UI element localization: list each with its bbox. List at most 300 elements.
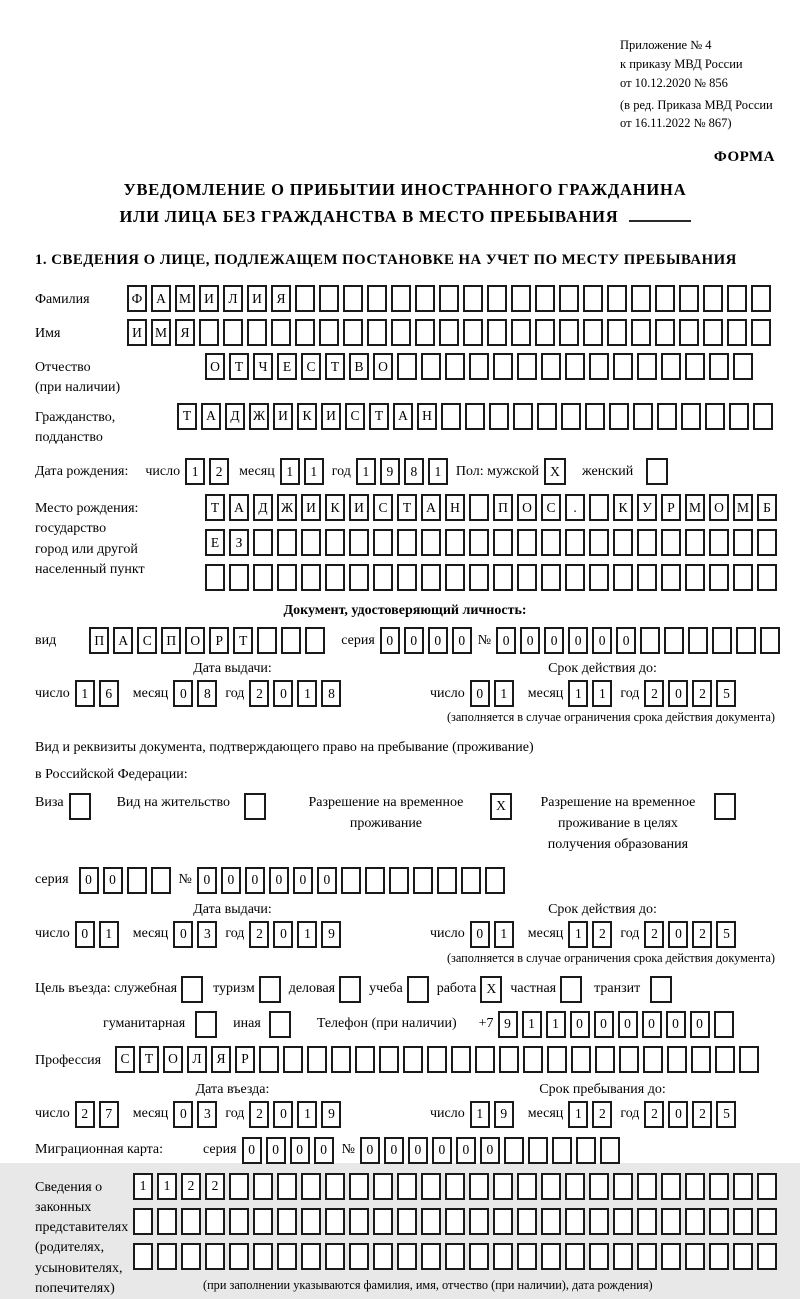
char-cell [565, 1243, 585, 1270]
char-cell: 9 [494, 1101, 514, 1128]
purpose-gumanitarnaya-label: гуманитарная [103, 1016, 195, 1032]
char-cell: 1 [157, 1173, 177, 1200]
char-cell: П [89, 627, 109, 654]
char-cell: И [127, 319, 147, 346]
char-cell [637, 564, 657, 591]
char-cell [421, 1208, 441, 1235]
char-cell: 5 [716, 680, 736, 707]
char-cell [565, 1173, 585, 1200]
char-cell [373, 1208, 393, 1235]
char-cell [469, 1208, 489, 1235]
char-cell: 0 [173, 921, 193, 948]
char-cell [465, 403, 485, 430]
char-cell: 0 [197, 867, 217, 894]
char-cell: Ф [127, 285, 147, 312]
migration-number-cells [360, 1137, 624, 1164]
citizenship-label [35, 403, 177, 449]
patronymic-label [35, 353, 205, 399]
char-cell: 0 [480, 1137, 500, 1164]
char-cell [301, 1208, 321, 1235]
char-cell [487, 285, 507, 312]
birth-place-label-line: Место рождения: [35, 499, 205, 519]
doc-valid-year-cells [644, 680, 740, 707]
char-cell: 0 [314, 1137, 334, 1164]
patronymic-label-line1: Отчество [35, 358, 205, 378]
char-cell [415, 285, 435, 312]
char-cell [397, 529, 417, 556]
residence-issue-year-cells [249, 921, 345, 948]
char-cell [127, 867, 147, 894]
residence-date-headings [35, 902, 775, 918]
char-cell [565, 529, 585, 556]
purpose-turizm-label: туризм [207, 981, 259, 997]
month-label: месяц [518, 686, 569, 702]
revision-line: от 16.11.2022 № 867) [620, 114, 775, 132]
char-cell [513, 403, 533, 430]
appendix-line: Приложение № 4 [620, 36, 775, 55]
purpose-turizm-checkbox [259, 976, 285, 1003]
char-cell: 9 [321, 1101, 341, 1128]
char-cell [391, 319, 411, 346]
char-cell [365, 867, 385, 894]
char-cell: 2 [249, 1101, 269, 1128]
char-cell [595, 1046, 615, 1073]
char-cell [637, 1208, 657, 1235]
birth-place-cells-block [205, 494, 781, 599]
char-cell [727, 285, 747, 312]
temp-residence-option [292, 792, 516, 834]
char-cell: 8 [321, 680, 341, 707]
char-cell [349, 1243, 369, 1270]
month-label: месяц [233, 464, 280, 480]
char-cell [485, 867, 505, 894]
char-cell: 0 [273, 680, 293, 707]
char-cell [247, 319, 267, 346]
char-cell: С [301, 353, 321, 380]
migration-number-label: № [338, 1142, 360, 1158]
char-cell [487, 319, 507, 346]
char-cell [493, 1243, 513, 1270]
char-cell: 0 [470, 921, 490, 948]
stay-day-cells [470, 1101, 518, 1128]
char-cell [589, 1243, 609, 1270]
char-cell [325, 1173, 345, 1200]
temp-residence-edu-label: Разрешение на временное проживание в целях получения образования [532, 792, 714, 855]
year-label: год [616, 926, 644, 942]
char-cell: 2 [644, 921, 664, 948]
char-cell [528, 1137, 548, 1164]
char-cell [613, 1208, 633, 1235]
year-label: год [221, 926, 249, 942]
char-cell: 0 [618, 1011, 638, 1038]
char-cell: 0 [544, 627, 564, 654]
identity-doc-heading: Документ, удостоверяющий личность: [35, 603, 775, 619]
char-cell [489, 403, 509, 430]
char-cell [445, 529, 465, 556]
char-cell: 2 [205, 1173, 225, 1200]
patronymic-label-line2: (при наличии) [35, 378, 205, 398]
char-cell: С [373, 494, 393, 521]
temp-residence-edu-checkbox [714, 793, 740, 820]
char-cell: Ж [249, 403, 269, 430]
doc-series-cells [380, 627, 476, 654]
char-cell: И [273, 403, 293, 430]
char-cell [664, 627, 684, 654]
checkbox-cell [244, 793, 266, 820]
char-cell: С [137, 627, 157, 654]
birth-place-label-line: государство [35, 519, 205, 539]
char-cell: 0 [568, 627, 588, 654]
char-cell: С [345, 403, 365, 430]
citizenship-cells [177, 403, 777, 430]
char-cell [277, 564, 297, 591]
char-cell: 0 [266, 1137, 286, 1164]
residence-valid-month-cells [568, 921, 616, 948]
char-cell [445, 1208, 465, 1235]
birth-month-cells [280, 458, 328, 485]
char-cell [355, 1046, 375, 1073]
char-cell [133, 1243, 153, 1270]
char-cell [685, 353, 705, 380]
char-cell [637, 353, 657, 380]
checkbox-cell [69, 793, 91, 820]
char-cell: О [373, 353, 393, 380]
year-label: год [328, 464, 356, 480]
char-cell: 1 [297, 921, 317, 948]
profession-label: Профессия [35, 1046, 115, 1071]
doc-validity-note: (заполняется в случае ограничения срока действия документа) [35, 710, 775, 725]
char-cell [421, 1243, 441, 1270]
char-cell [609, 403, 629, 430]
char-cell: 1 [546, 1011, 566, 1038]
purpose-tranzit-label: транзит [586, 981, 644, 997]
migration-series-cells [242, 1137, 338, 1164]
legal-representatives-note: (при заполнении указываются фамилия, имя, отчество (при наличии), дата рождения) [203, 1278, 781, 1293]
char-cell [736, 627, 756, 654]
char-cell [295, 285, 315, 312]
char-cell: Т [325, 353, 345, 380]
char-cell: 2 [644, 680, 664, 707]
char-cell [517, 529, 537, 556]
char-cell: 1 [470, 1101, 490, 1128]
char-cell [469, 1173, 489, 1200]
char-cell: 0 [496, 627, 516, 654]
char-cell [661, 564, 681, 591]
char-cell: 0 [470, 680, 490, 707]
char-cell: О [205, 353, 225, 380]
char-cell [397, 1208, 417, 1235]
purpose-ucheba-checkbox [407, 976, 433, 1003]
entry-day-cells [75, 1101, 123, 1128]
char-cell: 0 [642, 1011, 662, 1038]
revision-line: (в ред. Приказа МВД России [620, 96, 775, 114]
birth-day-cells [185, 458, 233, 485]
day-label: число [430, 926, 470, 942]
char-cell [589, 564, 609, 591]
birth-date-row [35, 458, 775, 485]
char-cell [253, 1173, 273, 1200]
birth-place-cells-row2 [205, 529, 781, 556]
char-cell [229, 1208, 249, 1235]
char-cell [319, 319, 339, 346]
year-label: год [616, 686, 644, 702]
char-cell [703, 285, 723, 312]
char-cell [205, 1243, 225, 1270]
char-cell [151, 867, 171, 894]
char-cell: У [637, 494, 657, 521]
char-cell: Л [223, 285, 243, 312]
purpose-ucheba-label: учеба [365, 981, 407, 997]
char-cell [469, 1243, 489, 1270]
given-name-row [35, 319, 775, 346]
char-cell [691, 1046, 711, 1073]
char-cell: 0 [242, 1137, 262, 1164]
char-cell: К [297, 403, 317, 430]
char-cell [325, 529, 345, 556]
char-cell: 0 [173, 680, 193, 707]
char-cell: С [541, 494, 561, 521]
char-cell [565, 1208, 585, 1235]
residence-issue-heading: Дата выдачи: [35, 902, 430, 918]
residence-series-cells [79, 867, 175, 894]
visa-option [35, 792, 95, 820]
residence-dates-row [35, 921, 775, 948]
residence-doc-intro2: в Российской Федерации: [35, 762, 775, 787]
char-cell [661, 1243, 681, 1270]
char-cell [613, 529, 633, 556]
char-cell: Я [271, 285, 291, 312]
checkbox-cell [339, 976, 361, 1003]
checkbox-cell [259, 976, 281, 1003]
doc-valid-day-cells [470, 680, 518, 707]
appendix-note [620, 36, 775, 92]
birth-place-row [35, 494, 775, 599]
birth-date-label: Дата рождения: [35, 464, 133, 480]
char-cell [541, 1243, 561, 1270]
char-cell [349, 1208, 369, 1235]
entry-date [35, 1101, 430, 1128]
char-cell: 3 [197, 1101, 217, 1128]
char-cell: 0 [293, 867, 313, 894]
char-cell: М [175, 285, 195, 312]
char-cell: 5 [716, 1101, 736, 1128]
char-cell: 2 [249, 921, 269, 948]
char-cell [585, 403, 605, 430]
char-cell [253, 529, 273, 556]
residence-doc-options [35, 792, 775, 855]
char-cell [421, 564, 441, 591]
char-cell [341, 867, 361, 894]
char-cell: 1 [568, 680, 588, 707]
char-cell [343, 285, 363, 312]
char-cell [301, 1243, 321, 1270]
char-cell: Р [235, 1046, 255, 1073]
char-cell [325, 1208, 345, 1235]
residence-issue-day-cells [75, 921, 123, 948]
char-cell [504, 1137, 524, 1164]
char-cell [373, 564, 393, 591]
char-cell [349, 529, 369, 556]
char-cell: 0 [273, 1101, 293, 1128]
char-cell [667, 1046, 687, 1073]
char-cell [517, 564, 537, 591]
char-cell [469, 494, 489, 521]
doc-type-label: вид [35, 633, 61, 649]
char-cell: 1 [494, 680, 514, 707]
char-cell: 1 [280, 458, 300, 485]
char-cell [583, 319, 603, 346]
char-cell [367, 319, 387, 346]
appendix-line: от 10.12.2020 № 856 [620, 74, 775, 93]
char-cell [733, 1173, 753, 1200]
char-cell [757, 1208, 777, 1235]
char-cell: Т [139, 1046, 159, 1073]
char-cell: 1 [428, 458, 448, 485]
char-cell [709, 529, 729, 556]
char-cell: 8 [404, 458, 424, 485]
doc-issue-date [35, 680, 430, 707]
char-cell: М [151, 319, 171, 346]
doc-dates-row [35, 680, 775, 707]
char-cell: 2 [209, 458, 229, 485]
citizenship-label-line1: Гражданство, [35, 408, 177, 428]
char-cell [757, 1173, 777, 1200]
migration-card-label: Миграционная карта: [35, 1142, 203, 1158]
char-cell: 2 [692, 921, 712, 948]
char-cell: С [115, 1046, 135, 1073]
char-cell [493, 1173, 513, 1200]
char-cell [559, 319, 579, 346]
char-cell [199, 319, 219, 346]
char-cell [157, 1243, 177, 1270]
char-cell [541, 564, 561, 591]
checkbox-cell [714, 793, 736, 820]
phone-label: Телефон (при наличии) [295, 1016, 461, 1032]
month-label: месяц [518, 1106, 569, 1122]
char-cell [535, 319, 555, 346]
birth-place-label [35, 494, 205, 580]
char-cell: И [199, 285, 219, 312]
temp-residence-checkbox [490, 793, 516, 820]
doc-date-headings [35, 661, 775, 677]
char-cell [619, 1046, 639, 1073]
patronymic-cells [205, 353, 757, 380]
profession-cells [115, 1046, 763, 1073]
residence-valid-date [430, 921, 740, 948]
char-cell [259, 1046, 279, 1073]
temp-residence-edu-option [532, 792, 740, 855]
doc-series-label: серия [329, 633, 380, 649]
purpose-delovaya-label: деловая [285, 981, 339, 997]
purpose-rabota-label: работа [433, 981, 481, 997]
given-name-label: Имя [35, 319, 127, 344]
char-cell: Т [233, 627, 253, 654]
char-cell [613, 353, 633, 380]
char-cell: 2 [592, 921, 612, 948]
legal-representatives-row [35, 1173, 775, 1299]
doc-type-cells [89, 627, 329, 654]
char-cell [277, 1208, 297, 1235]
purpose-tranzit-checkbox [650, 976, 676, 1003]
char-cell [655, 319, 675, 346]
birth-place-cells-row3 [205, 564, 781, 591]
char-cell [541, 529, 561, 556]
year-label: год [221, 1106, 249, 1122]
purpose-row1 [35, 976, 775, 1003]
char-cell: О [709, 494, 729, 521]
form-title [35, 176, 775, 230]
char-cell [205, 564, 225, 591]
char-cell [655, 285, 675, 312]
char-cell [415, 319, 435, 346]
citizenship-label-line2: подданство [35, 428, 177, 448]
checkbox-cell [269, 1011, 291, 1038]
char-cell [589, 1208, 609, 1235]
char-cell [397, 353, 417, 380]
char-cell [709, 564, 729, 591]
stay-month-cells [568, 1101, 616, 1128]
char-cell: 0 [668, 921, 688, 948]
revision-note [620, 96, 775, 132]
legal-label-line: попечителях) [35, 1279, 133, 1299]
residence-number-label: № [175, 872, 197, 888]
char-cell: 0 [668, 680, 688, 707]
char-cell [565, 564, 585, 591]
char-cell: И [247, 285, 267, 312]
month-label: месяц [123, 1106, 174, 1122]
char-cell: 0 [432, 1137, 452, 1164]
char-cell: 0 [273, 921, 293, 948]
char-cell [421, 1173, 441, 1200]
legal-cells-row1 [133, 1173, 781, 1200]
char-cell [685, 564, 705, 591]
profession-row [35, 1046, 775, 1073]
char-cell [493, 564, 513, 591]
purpose-inaya-checkbox [269, 1011, 295, 1038]
char-cell [637, 1173, 657, 1200]
char-cell [661, 1173, 681, 1200]
char-cell: 0 [269, 867, 289, 894]
char-cell: . [565, 494, 585, 521]
day-label: число [35, 1106, 75, 1122]
char-cell [397, 1243, 417, 1270]
entry-date-heading: Дата въезда: [35, 1082, 430, 1098]
purpose-delovaya-checkbox [339, 976, 365, 1003]
char-cell: К [325, 494, 345, 521]
char-cell [223, 319, 243, 346]
char-cell [715, 1046, 735, 1073]
char-cell: 0 [360, 1137, 380, 1164]
char-cell [181, 1243, 201, 1270]
title-blank-underline [629, 207, 691, 222]
char-cell [600, 1137, 620, 1164]
char-cell: 0 [616, 627, 636, 654]
char-cell [733, 564, 753, 591]
char-cell: 0 [668, 1101, 688, 1128]
doc-issue-month-cells [173, 680, 221, 707]
gender-male-label: Пол: мужской [452, 464, 544, 480]
char-cell [637, 1243, 657, 1270]
char-cell [349, 564, 369, 591]
char-cell [461, 867, 481, 894]
char-cell [325, 564, 345, 591]
char-cell: 1 [297, 680, 317, 707]
doc-issue-heading: Дата выдачи: [35, 661, 430, 677]
char-cell [469, 564, 489, 591]
char-cell: 1 [297, 1101, 317, 1128]
day-label: число [35, 686, 75, 702]
char-cell: 0 [594, 1011, 614, 1038]
